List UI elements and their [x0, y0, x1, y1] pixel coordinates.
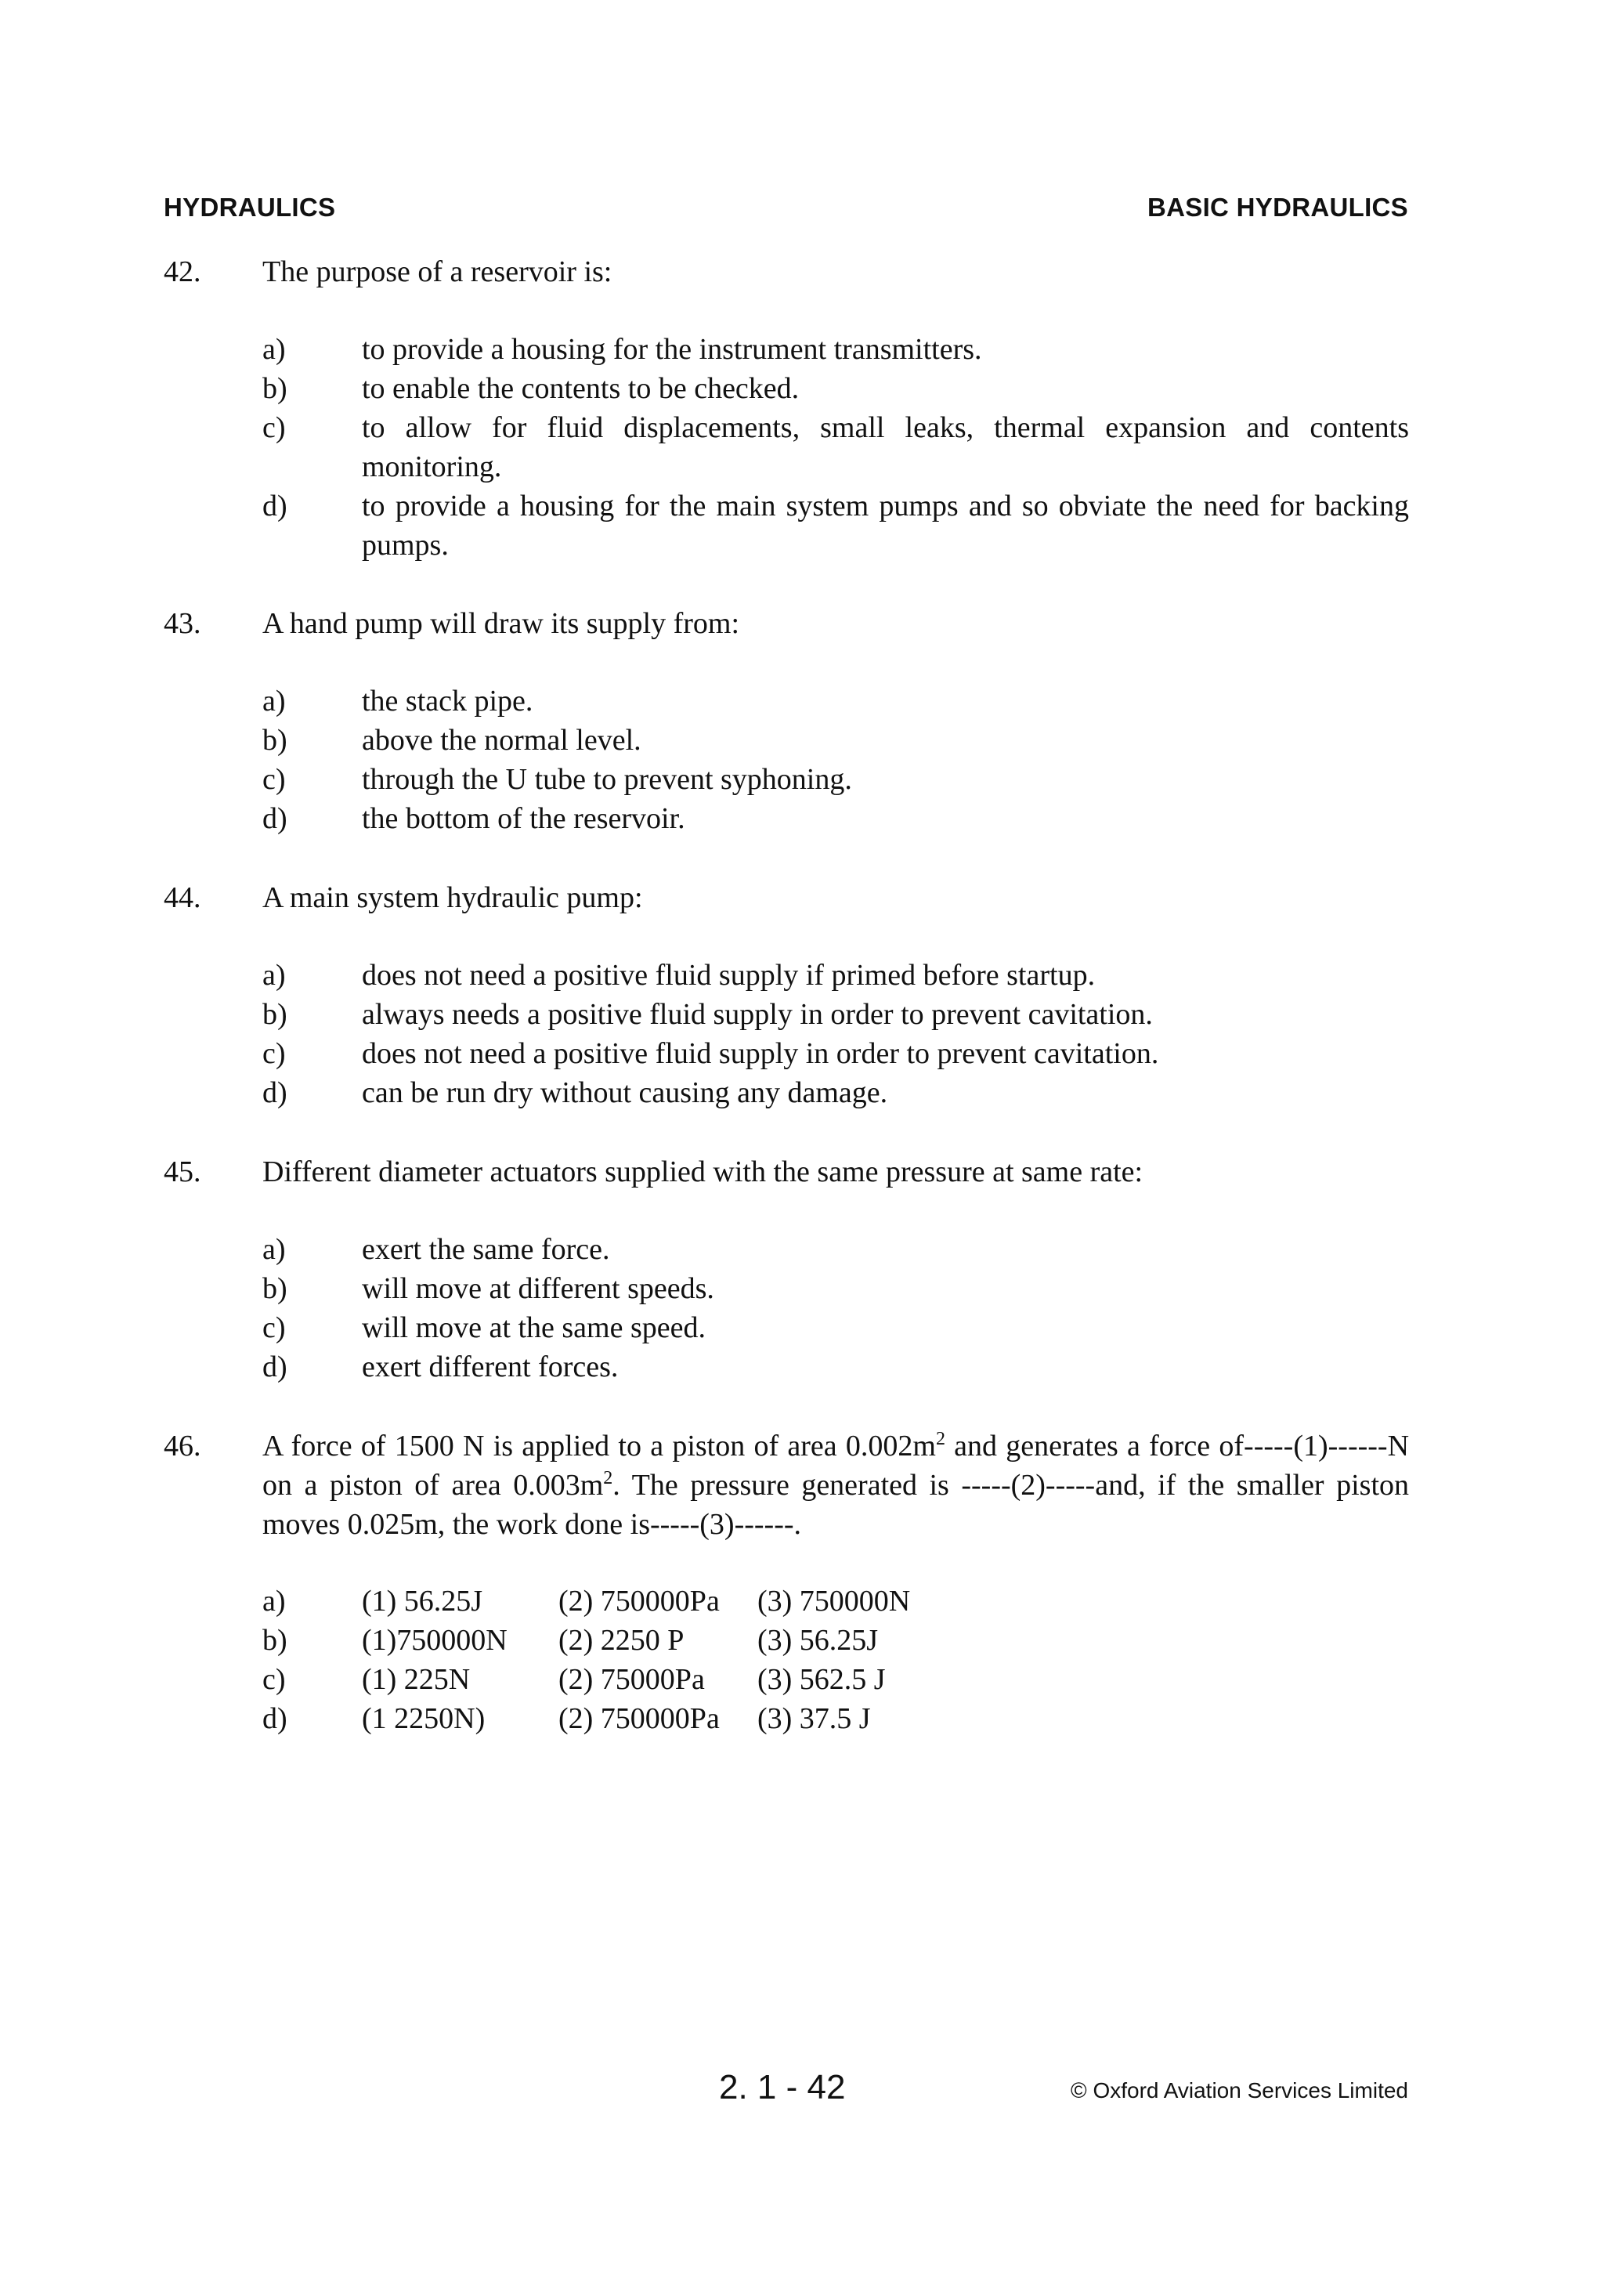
option-letter: d): [262, 802, 287, 835]
question-number: 42.: [164, 255, 201, 288]
option-text: through the U tube to prevent syphoning.: [362, 763, 852, 796]
question-number: 44.: [164, 881, 201, 914]
option-value-2: (2) 750000Pa: [558, 1702, 720, 1735]
option-value-3: (3) 750000N: [757, 1585, 911, 1618]
page-number: 2. 1 - 42: [719, 2068, 846, 2106]
option-text: can be run dry without causing any damage.: [362, 1076, 888, 1109]
option-text: will move at different speeds.: [362, 1272, 714, 1305]
question-number: 45.: [164, 1155, 201, 1188]
option-text: to allow for fluid displacements, small leaks, thermal expansion and contents monitoring.: [362, 411, 1409, 483]
option-text: always needs a positive fluid supply in order to prevent cavitation.: [362, 998, 1153, 1031]
option-text: will move at the same speed.: [362, 1311, 706, 1344]
superscript: 2: [603, 1468, 613, 1488]
superscript: 2: [935, 1429, 945, 1449]
option-text: exert the same force.: [362, 1233, 610, 1266]
stem-text-part: . The pressure generated is -----(2)-----and, if the smaller piston moves 0.025m, the work done is-----(3)------.: [262, 1469, 1409, 1541]
option-letter: b): [262, 998, 287, 1031]
option-letter: c): [262, 763, 286, 796]
option-text: to enable the contents to be checked.: [362, 372, 800, 405]
option-letter: c): [262, 1037, 286, 1070]
option-value-2: (2) 75000Pa: [558, 1663, 705, 1696]
option-letter: a): [262, 333, 286, 366]
option-letter: b): [262, 724, 287, 757]
copyright-notice: © Oxford Aviation Services Limited: [1071, 2078, 1408, 2103]
option-value-2: (2) 750000Pa: [558, 1585, 720, 1618]
option-text: does not need a positive fluid supply if primed before startup.: [362, 959, 1096, 992]
option-text: the bottom of the reservoir.: [362, 802, 685, 835]
option-letter: c): [262, 411, 286, 444]
question-stem: [262, 1426, 1409, 1544]
option-value-1: (1)750000N: [362, 1624, 508, 1657]
question-stem: A main system hydraulic pump:: [262, 881, 643, 914]
question-number: 43.: [164, 607, 201, 640]
stem-text-part: A force of 1500 N is applied to a piston of area 0.002m: [262, 1430, 936, 1463]
option-text: to provide a housing for the main system pumps and so obviate the need for backing pumps.: [362, 490, 1409, 562]
option-letter: d): [262, 1076, 287, 1109]
option-value-1: (1) 225N: [362, 1663, 471, 1696]
question-stem: The purpose of a reservoir is:: [262, 255, 612, 288]
option-text: the stack pipe.: [362, 685, 533, 718]
option-text: to provide a housing for the instrument transmitters.: [362, 333, 982, 366]
option-letter: b): [262, 1624, 287, 1657]
option-letter: b): [262, 1272, 287, 1305]
option-value-3: (3) 37.5 J: [757, 1702, 871, 1735]
option-letter: c): [262, 1311, 286, 1344]
option-letter: c): [262, 1663, 286, 1696]
option-value-1: (1 2250N): [362, 1702, 486, 1735]
header-topic: BASIC HYDRAULICS: [1147, 193, 1408, 222]
option-letter: a): [262, 685, 286, 718]
option-letter: d): [262, 490, 287, 522]
stem-text-part: and generates a force of-----(1)------N on a piston of area 0.003m: [262, 1430, 1410, 1502]
option-value-3: (3) 562.5 J: [757, 1663, 886, 1696]
option-letter: a): [262, 959, 286, 992]
option-text: exert different forces.: [362, 1350, 619, 1383]
option-text: does not need a positive fluid supply in order to prevent cavitation.: [362, 1037, 1159, 1070]
question-stem: A hand pump will draw its supply from:: [262, 607, 740, 640]
option-letter: a): [262, 1233, 286, 1266]
question-stem: Different diameter actuators supplied with the same pressure at same rate:: [262, 1155, 1143, 1188]
option-letter: d): [262, 1350, 287, 1383]
option-value-3: (3) 56.25J: [757, 1624, 879, 1657]
option-value-2: (2) 2250 P: [558, 1624, 685, 1657]
question-number: 46.: [164, 1430, 201, 1463]
option-value-1: (1) 56.25J: [362, 1585, 483, 1618]
option-text: above the normal level.: [362, 724, 641, 757]
option-letter: b): [262, 372, 287, 405]
option-letter: a): [262, 1585, 286, 1618]
header-subject: HYDRAULICS: [164, 193, 336, 222]
option-letter: d): [262, 1702, 287, 1735]
